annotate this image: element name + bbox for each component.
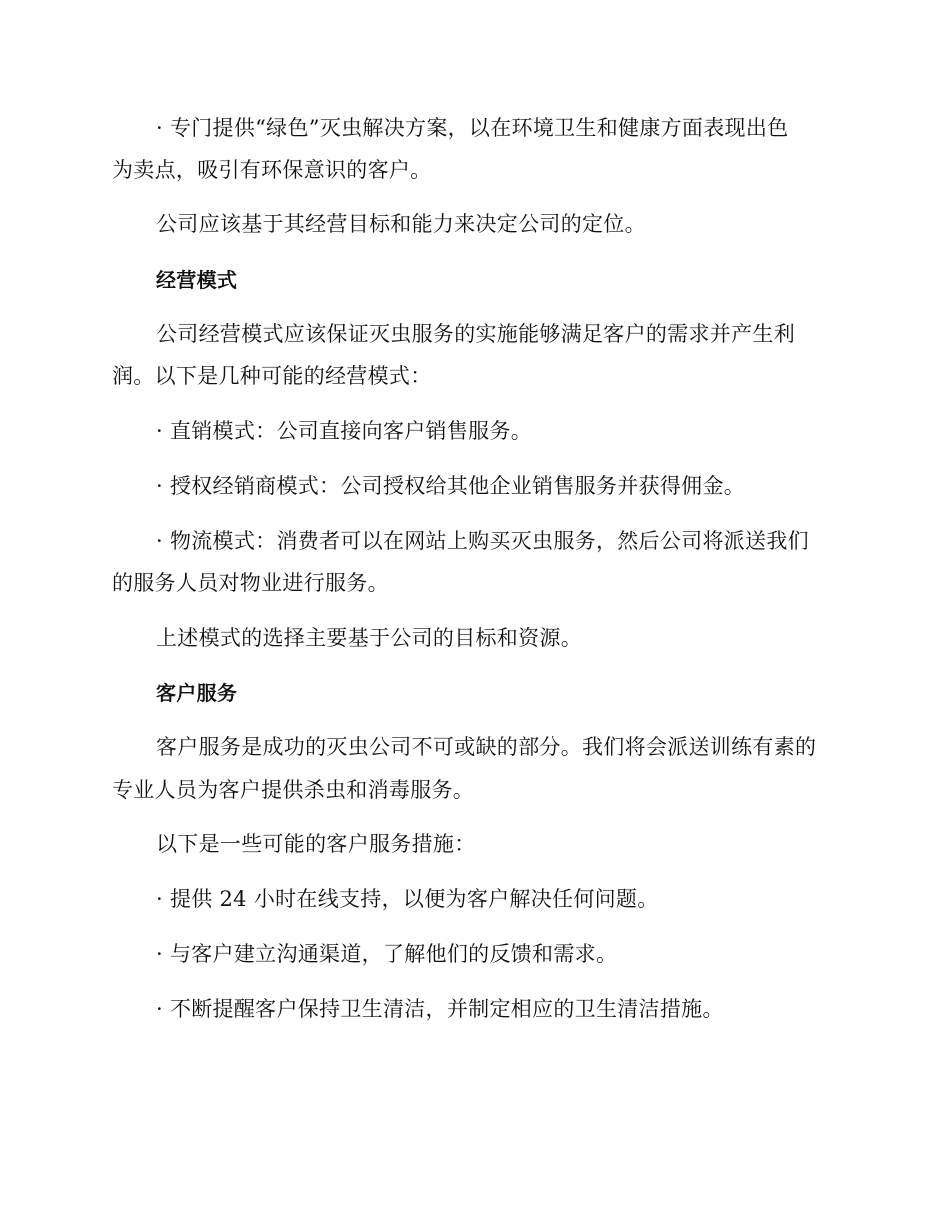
measures-intro-paragraph: 以下是一些可能的客户服务措施： (156, 832, 476, 856)
heading-business-model: 经营模式 (156, 268, 238, 292)
document-page (112, 0, 842, 1230)
positioning-paragraph: 公司应该基于其经营目标和能力来决定公司的定位。 (156, 212, 646, 236)
business-model-paragraph-line-2: 润。以下是几种可能的经营模式： (112, 364, 432, 388)
model-choice-paragraph: 上述模式的选择主要基于公司的目标和资源。 (156, 626, 582, 650)
bullet-24h-support: · 提供 24 小时在线支持，以便为客户解决任何问题。 (156, 887, 659, 911)
business-model-paragraph-line-1: 公司经营模式应该保证灭虫服务的实施能够满足客户的需求并产生利 (156, 322, 795, 346)
bullet-green-solution-line-1: · 专门提供“绿色”灭虫解决方案，以在环境卫生和健康方面表现出色 (156, 116, 789, 140)
bullet-green-solution-line-2: 为卖点，吸引有环保意识的客户。 (112, 158, 432, 182)
bullet-communication-channel: · 与客户建立沟通渠道，了解他们的反馈和需求。 (156, 942, 618, 966)
bullet-logistics-line-2: 的服务人员对物业进行服务。 (112, 571, 389, 595)
bullet-authorized-dealer: · 授权经销商模式：公司授权给其他企业销售服务并获得佣金。 (156, 474, 746, 498)
heading-customer-service: 客户服务 (156, 681, 238, 705)
bullet-direct-sales: · 直销模式：公司直接向客户销售服务。 (156, 419, 533, 443)
bullet-hygiene-reminder: · 不断提醒客户保持卫生清洁，并制定相应的卫生清洁措施。 (156, 997, 724, 1021)
bullet-logistics-line-1: · 物流模式：消费者可以在网站上购买灭虫服务，然后公司将派送我们 (156, 529, 809, 553)
customer-service-paragraph-line-1: 客户服务是成功的灭虫公司不可或缺的部分。我们将会派送训练有素的 (156, 735, 817, 759)
customer-service-paragraph-line-2: 专业人员为客户提供杀虫和消毒服务。 (112, 778, 475, 802)
